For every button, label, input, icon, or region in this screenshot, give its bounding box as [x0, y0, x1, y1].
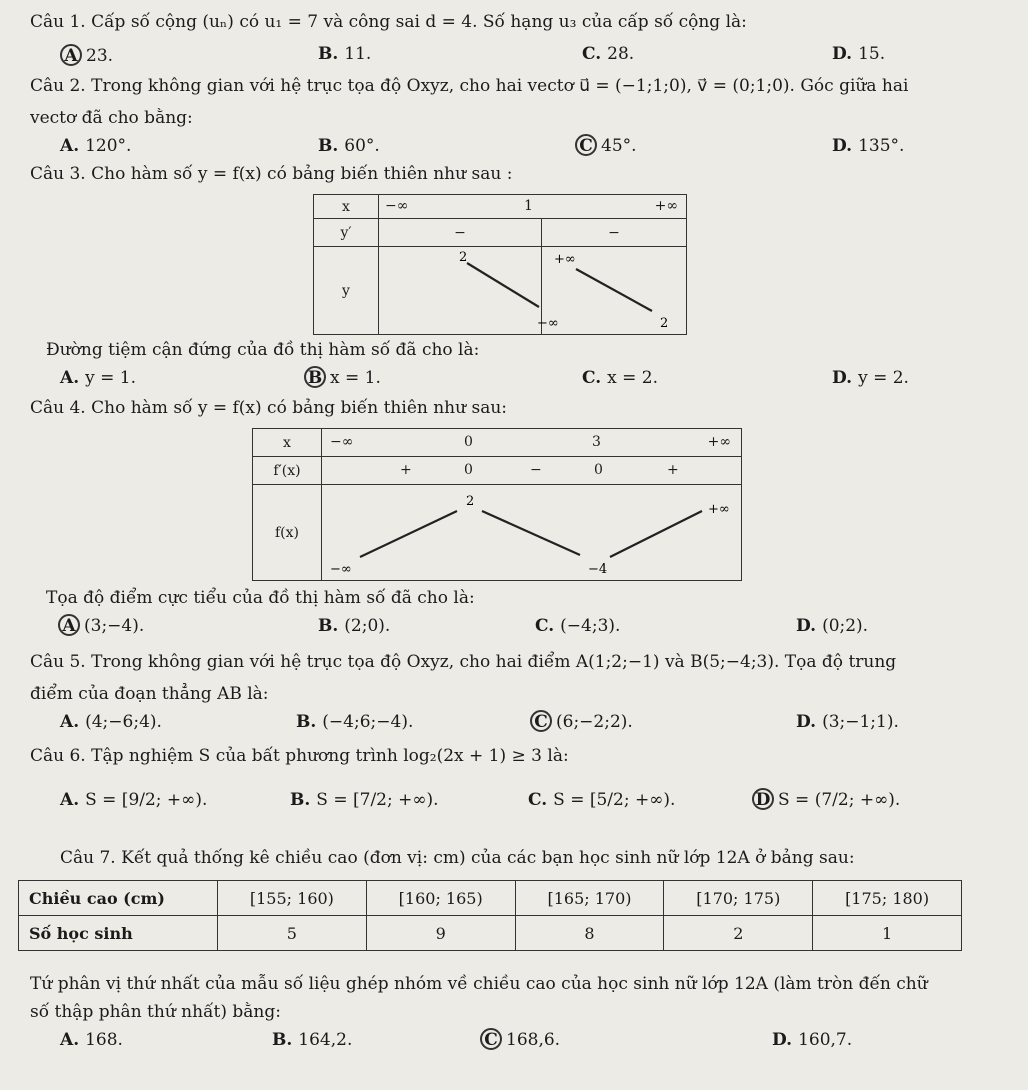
y-prime-label: y′ [314, 219, 379, 247]
q4-option-a[interactable]: A (3;−4). [58, 614, 144, 636]
q2-option-b[interactable]: B. 60°. [318, 136, 380, 156]
q7-option-d[interactable]: D. 160,7. [772, 1030, 853, 1050]
q7-stem: Câu 7. Kết quả thống kê chiều cao (đơn vị: cm) của các bạn học sinh nữ lớp 12A ở bảng sau: [60, 848, 855, 868]
f-label: f(x) [253, 485, 322, 581]
row-head-count: Số học sinh [19, 916, 218, 951]
svg-text:−∞: −∞ [537, 316, 559, 331]
q7-ask-line2: số thập phân thứ nhất) bằng: [30, 1002, 281, 1022]
answer-circle: A [58, 614, 80, 636]
q2-option-d[interactable]: D. 135°. [832, 136, 905, 156]
q4-variation-table: x −∞ 0 3 +∞ f′(x) + 0 − 0 + f(x) −∞ 2 −4 +∞ [252, 428, 742, 581]
q4-stem: Câu 4. Cho hàm số y = f(x) có bảng biến thiên như sau: [30, 398, 508, 418]
q6-option-b[interactable]: B. S = [7/2; +∞). [290, 790, 439, 810]
decreasing-arrow-2 [542, 247, 692, 335]
variation-arrows [322, 485, 752, 581]
q2-option-c[interactable]: C 45°. [575, 134, 637, 156]
q7-ask-line1: Tứ phân vị thứ nhất của mẫu số liệu ghép nhóm về chiều cao của học sinh nữ lớp 12A (làm tròn đến chữ [30, 974, 928, 994]
q6-stem: Câu 6. Tập nghiệm S của bất phương trình log₂(2x + 1) ≥ 3 là: [30, 746, 569, 766]
q3-option-a[interactable]: A. y = 1. [60, 368, 136, 388]
q4-option-d[interactable]: D. (0;2). [796, 616, 869, 636]
svg-text:2: 2 [660, 316, 669, 331]
q5-stem-line1: Câu 5. Trong không gian với hệ trục tọa độ Oxyz, cho hai điểm A(1;2;−1) và B(5;−4;3). Tọa độ trung [30, 652, 897, 672]
q5-option-b[interactable]: B. (−4;6;−4). [296, 712, 414, 732]
q7-option-c[interactable]: C 168,6. [480, 1028, 560, 1050]
answer-circle: B [304, 366, 326, 388]
q5-option-a[interactable]: A. (4;−6;4). [60, 712, 162, 732]
svg-text:2: 2 [466, 494, 475, 509]
svg-text:−4: −4 [588, 562, 608, 577]
q2-option-a[interactable]: A. 120°. [60, 136, 132, 156]
q7-option-a[interactable]: A. 168. [60, 1030, 123, 1050]
q4-ask: Tọa độ điểm cực tiểu của đồ thị hàm số đã cho là: [46, 588, 475, 608]
q7-frequency-table: Chiều cao (cm) [155; 160) [160; 165) [165; 170) [170; 175) [175; 180) Số học sinh 5 9 8 2 1 [18, 880, 962, 951]
svg-text:+∞: +∞ [708, 502, 730, 517]
q1-option-a[interactable]: A 23. [60, 44, 113, 66]
x-label: x [314, 195, 379, 219]
q1-option-b[interactable]: B. 11. [318, 44, 372, 64]
row-head-height: Chiều cao (cm) [19, 881, 218, 916]
answer-circle: C [530, 710, 552, 732]
answer-circle: C [480, 1028, 502, 1050]
svg-text:2: 2 [459, 250, 468, 265]
q7-option-b[interactable]: B. 164,2. [272, 1030, 353, 1050]
q4-option-c[interactable]: C. (−4;3). [535, 616, 621, 636]
q2-stem-line2: vectơ đã cho bằng: [30, 108, 193, 128]
answer-circle: A [60, 44, 82, 66]
q1-option-c[interactable]: C. 28. [582, 44, 635, 64]
x-label: x [253, 429, 322, 457]
q3-option-d[interactable]: D. y = 2. [832, 368, 909, 388]
q4-option-b[interactable]: B. (2;0). [318, 616, 391, 636]
q5-stem-line2: điểm của đoạn thẳng AB là: [30, 684, 269, 704]
svg-text:−∞: −∞ [330, 562, 352, 577]
q1-stem: Câu 1. Cấp số cộng (uₙ) có u₁ = 7 và công sai d = 4. Số hạng u₃ của cấp số cộng là: [30, 12, 747, 32]
q3-variation-table: x −∞ 1 +∞ y′ − − y 2 −∞ +∞ 2 [313, 194, 687, 335]
svg-text:+∞: +∞ [554, 252, 576, 267]
q3-option-c[interactable]: C. x = 2. [582, 368, 659, 388]
q6-option-a[interactable]: A. S = [9/2; +∞). [60, 790, 208, 810]
q3-stem: Câu 3. Cho hàm số y = f(x) có bảng biến thiên như sau : [30, 164, 513, 184]
q3-ask: Đường tiệm cận đứng của đồ thị hàm số đã cho là: [46, 340, 480, 360]
answer-circle: C [575, 134, 597, 156]
f-prime-label: f′(x) [253, 457, 322, 485]
q6-option-d[interactable]: D S = (7/2; +∞). [752, 788, 900, 810]
y-label: y [314, 247, 379, 335]
q5-option-d[interactable]: D. (3;−1;1). [796, 712, 899, 732]
q6-option-c[interactable]: C. S = [5/2; +∞). [528, 790, 676, 810]
q5-option-c[interactable]: C (6;−2;2). [530, 710, 633, 732]
q2-stem-line1: Câu 2. Trong không gian với hệ trục tọa độ Oxyz, cho hai vectơ u⃗ = (−1;1;0), v⃗ = (0;1;0). Góc giữa hai [30, 76, 909, 96]
answer-circle: D [752, 788, 774, 810]
q1-option-d[interactable]: D. 15. [832, 44, 886, 64]
q3-option-b[interactable]: B x = 1. [304, 366, 381, 388]
